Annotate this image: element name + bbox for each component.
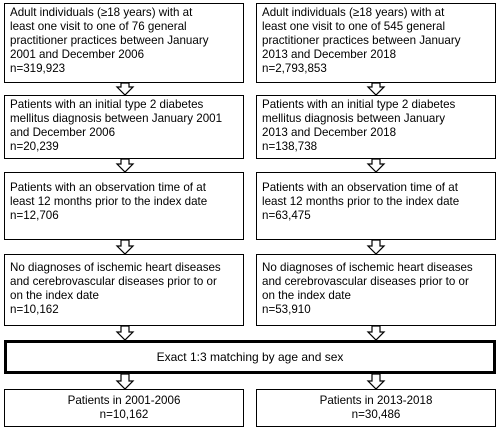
down-arrow-icon: [117, 159, 133, 172]
box-text: and December 2006: [10, 126, 116, 139]
box-count: n=53,910: [262, 303, 311, 316]
box-count: n=63,475: [262, 209, 311, 222]
down-arrow-icon: [117, 240, 133, 254]
box-text: 2013 and December 2018: [262, 126, 397, 139]
box-text: and cerebrovascular diseases prior to or: [262, 275, 469, 288]
box-text: and cerebrovascular diseases prior to or: [10, 275, 217, 288]
final-count: n=10,162: [99, 408, 149, 421]
box-text: Patients with an observation time of at: [10, 181, 206, 194]
final-label: Patients in 2001-2006: [67, 394, 181, 407]
box-text: practitioner practices between January: [262, 34, 461, 47]
box-count: n=2,793,853: [262, 62, 327, 75]
box-text: Patients with an initial type 2 diabetes: [10, 98, 204, 111]
box-count: n=12,706: [10, 209, 59, 222]
down-arrow-icon: [368, 159, 384, 172]
down-arrow-icon: [368, 83, 384, 95]
final-label: Patients in 2013-2018: [319, 394, 433, 407]
box-count: n=20,239: [10, 140, 59, 153]
box-count: n=10,162: [10, 303, 59, 316]
box-count: n=138,738: [262, 140, 318, 153]
box-text: least 12 months prior to the index date: [10, 195, 208, 208]
down-arrow-icon: [117, 326, 133, 340]
box-text: mellitus diagnosis between January: [262, 112, 446, 125]
box-text: mellitus diagnosis between January 2001: [10, 112, 223, 125]
box-count: n=319,923: [10, 62, 66, 75]
box-text: Adult individuals (≥18 years) with at: [262, 6, 445, 19]
box-text: least 12 months prior to the index date: [262, 195, 460, 208]
box-text: Patients with an initial type 2 diabetes: [262, 98, 456, 111]
down-arrow-icon: [368, 240, 384, 254]
box-text: on the index date: [262, 289, 351, 302]
box-text: Patients with an observation time of at: [262, 181, 458, 194]
box-text: 2013 and December 2018: [262, 48, 397, 61]
down-arrow-icon: [117, 83, 133, 95]
final-count: n=30,486: [351, 408, 401, 421]
box-text: No diagnoses of ischemic heart diseases: [262, 261, 473, 274]
box-text: No diagnoses of ischemic heart diseases: [10, 261, 221, 274]
down-arrow-icon: [368, 326, 384, 340]
box-text: Adult individuals (≥18 years) with at: [10, 6, 193, 19]
down-arrow-icon: [117, 374, 133, 389]
matching-label: Exact 1:3 matching by age and sex: [156, 350, 344, 364]
down-arrow-icon: [368, 374, 384, 389]
box-text: on the index date: [10, 289, 99, 302]
box-text: practitioner practices between January: [10, 34, 209, 47]
box-text: least one visit to one of 76 general: [10, 20, 187, 33]
box-text: least one visit to one of 545 general: [262, 20, 446, 33]
box-text: 2001 and December 2006: [10, 48, 145, 61]
